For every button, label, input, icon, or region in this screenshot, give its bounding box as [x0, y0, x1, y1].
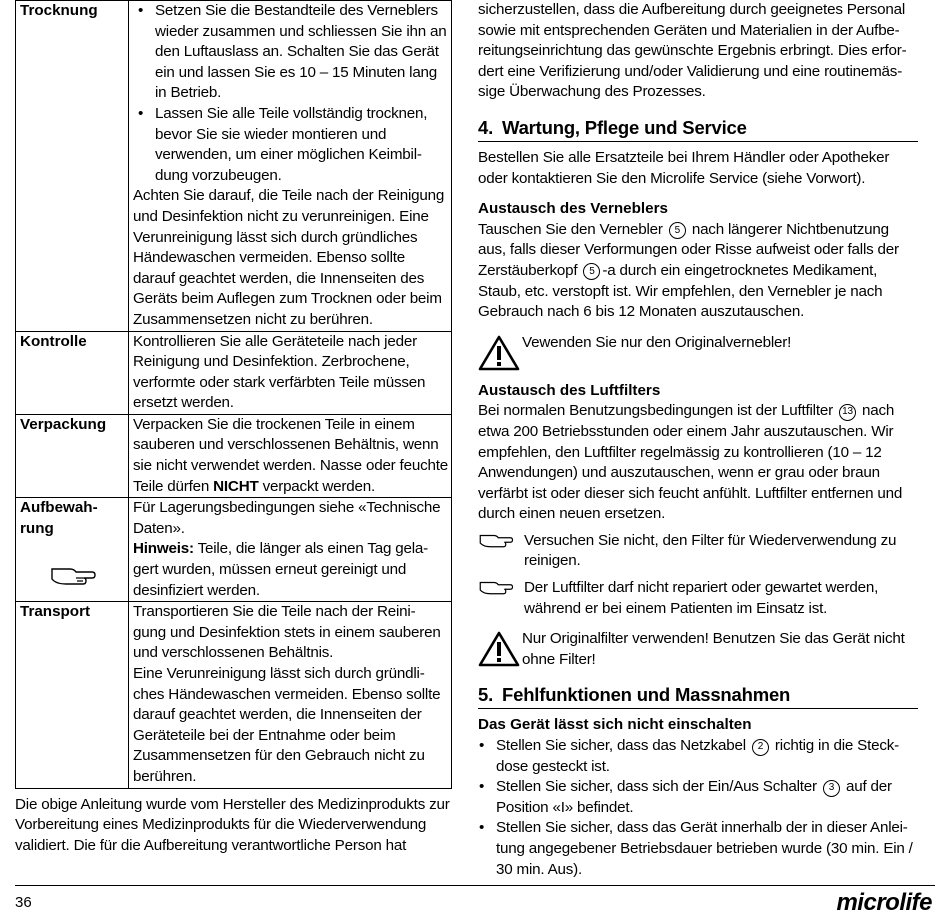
warning-text: Vewenden Sie nur den Originalvernebler!	[522, 333, 792, 351]
warning-text: Nur Originalfilter verwenden! Benutzen Sie das Gerät nicht ohne Filter!	[522, 630, 905, 668]
bullet-list	[133, 1, 448, 186]
brand-logo: microlife	[836, 889, 932, 916]
row-content	[129, 331, 452, 414]
hint-text	[133, 539, 448, 601]
text-part: -a durch ein eingetrocknetes Medikament, Staub, etc. verstopft ist. Wir empfehlen, den Vernebler je nach Gebrauch nach 6 bis 12 Monaten auszutauschen.	[478, 261, 883, 321]
row-text	[133, 415, 448, 497]
row-label: Transport	[16, 602, 129, 788]
text-part: Bei normalen Benutzungsbedingungen ist der Luftfilter	[478, 402, 838, 420]
row-text: Achten Sie darauf, die Teile nach der Reinigung und Desinfektion nicht zu verunreinigen. Eine Verunreinigung lässt sich durch gründliches Händewaschen vermeiden. Ebenso sollte darauf geachtet werden, die Innenseiten des Geräts beim Auflegen zum Trocknen oder beim Zusammensetzen nicht zu berühren.	[133, 187, 445, 328]
row-text: Transportieren Sie die Teile nach der Reini-gung und Desinfektion stets in einem sauberen und verschlossenen Behältnis.	[133, 603, 441, 662]
row-label-cell	[16, 498, 129, 602]
table-row	[16, 498, 452, 602]
right-column	[478, 0, 918, 880]
text-part: Stellen Sie sicher, dass sich der Ein/Aus Schalter	[496, 778, 821, 796]
section-title: Wartung, Pflege und Service	[502, 116, 747, 138]
hint-body: Teile, die länger als einen Tag gela-gert wurden, müssen erneut gereinigt und desinfiziert werden.	[133, 540, 429, 599]
continuation-paragraph: sicherzustellen, dass die Aufbereitung durch geeignetes Personal sowie mit entsprechenden Geräten und Materialien in der Aufbe-reitungseinrichtung das gewünschte Ergebnis erbringt. Dies erfor-dert eine Verifizierung und/oder Validierung und eine routinemäs-sige Überwachung des Prozesses.	[478, 1, 907, 101]
warning-triangle-icon	[478, 335, 520, 371]
row-text: Kontrollieren Sie alle Geräteteile nach jeder Reinigung und Desinfektion. Zerbrochene, verformte oder stark verfärbten Teile müssen ersetzt werden.	[133, 332, 426, 412]
subheading: Das Gerät lässt sich nicht einschalten	[478, 716, 752, 734]
emphasis-text: NICHT	[213, 477, 259, 495]
row-content	[129, 1, 452, 332]
text-part: nach längerer Nichtbenutzung aus, falls dieser Verformungen oder Risse aufweist oder falls der Zerstäuberkopf	[478, 220, 899, 279]
row-text-part: verpackt werden.	[258, 477, 376, 495]
row-label: Aufbewah-rung	[20, 499, 98, 537]
row-content	[129, 498, 452, 602]
note	[478, 531, 918, 572]
pointing-hand-icon	[20, 563, 125, 594]
text-part: auf der Position «I» befindet.	[496, 778, 892, 816]
part-reference: 5	[669, 222, 686, 239]
page-number: 36	[15, 894, 32, 911]
subheading: Austausch des Luftfilters	[478, 381, 661, 399]
row-content	[129, 414, 452, 497]
validation-paragraph: Die obige Anleitung wurde vom Hersteller des Medizinprodukts zur Vorbereitung eines Medizinprodukts für die Wiederverwendung validiert. Die für die Aufbereitung verantwortliche Person hat	[15, 795, 450, 854]
section-heading	[478, 117, 918, 142]
row-text: Eine Verunreinigung lässt sich durch gründli-ches Händewaschen vermeiden. Ebenso sollte darauf geachtet werden, die Innenseiten der Geräteteile bei der Entnahme oder beim Zusammensetzen für den Gebrauch nicht zu berühren.	[133, 665, 441, 785]
row-label: Kontrolle	[16, 331, 129, 414]
footer-divider	[15, 885, 935, 886]
list-item: • Lassen Sie alle Teile vollständig trocknen, bevor Sie sie wieder montieren und verwenden, um einer möglichen Keimbil-dung vorzubeugen.	[155, 104, 448, 186]
warning-triangle-icon	[478, 631, 520, 667]
part-reference: 5	[583, 263, 600, 280]
text-part: Stellen Sie sicher, dass das Netzkabel	[496, 737, 750, 755]
row-text: Für Lagerungsbedingungen siehe «Technische Daten».	[133, 499, 441, 537]
nebulizer-paragraph	[478, 220, 918, 323]
pointing-hand-icon	[478, 578, 524, 619]
list-item	[496, 777, 918, 818]
list-item	[496, 736, 918, 777]
table-row	[16, 602, 452, 788]
row-label: Verpackung	[16, 414, 129, 497]
part-reference: 2	[752, 739, 769, 756]
list-item: • Stellen Sie sicher, dass das Gerät innerhalb der in dieser Anlei-tung angegebener Betriebsdauer betrieben wurde (30 min. Ein / 30 min. Aus).	[496, 818, 918, 880]
section-intro: Bestellen Sie alle Ersatzteile bei Ihrem Händler oder Apotheker oder kontaktieren Sie den Microlife Service (siehe Vorwort).	[478, 148, 890, 187]
text-part: Tauschen Sie den Vernebler	[478, 220, 667, 238]
table-row	[16, 331, 452, 414]
section-heading	[478, 684, 918, 709]
troubleshooting-list	[478, 736, 918, 880]
section-number: 4.	[478, 116, 494, 138]
note-text: Der Luftfilter darf nicht repariert oder gewartet werden, während er bei einem Patienten im Einsatz ist.	[524, 579, 879, 617]
text-part: nach etwa 200 Betriebsstunden oder einem Jahr auszutauschen. Wir empfehlen, den Luftfilter regelmässig zu kontrollieren (10 – 12 Anwendungen) und auszutauschen, wenn er grau oder braun verfärbt ist oder dieser sich feucht anfühlt. Luftfilter entfernen und durch einen neuen ersetzen.	[478, 402, 903, 523]
pointing-hand-icon	[478, 531, 524, 572]
left-column	[15, 0, 452, 856]
section-number: 5.	[478, 684, 494, 706]
table-row	[16, 414, 452, 497]
list-item: • Setzen Sie die Bestandteile des Verneblers wieder zusammen und schliessen Sie ihn an den Luftauslass an. Schalten Sie das Gerät ein und lassen Sie es 10 – 15 Minuten lang in Betrieb.	[155, 1, 448, 104]
note	[478, 578, 918, 619]
filter-paragraph	[478, 401, 918, 525]
row-text-part: Verpacken Sie die trockenen Teile in einem sauberen und verschlossenen Behältnis, wenn sie nicht verwendet werden. Nasse oder feuchte Teile dürfen	[133, 415, 448, 495]
warning-note	[478, 629, 918, 670]
subheading: Austausch des Verneblers	[478, 200, 668, 218]
reprocessing-table	[15, 0, 452, 789]
part-reference: 13	[839, 404, 856, 421]
warning-note	[478, 333, 918, 371]
text-part: richtig in die Steck-dose gesteckt ist.	[496, 737, 900, 775]
section-title: Fehlfunktionen und Massnahmen	[502, 684, 791, 706]
hint-label: Hinweis:	[133, 540, 194, 558]
table-row	[16, 1, 452, 332]
row-label: Trocknung	[16, 1, 129, 332]
part-reference: 3	[823, 780, 840, 797]
note-text: Versuchen Sie nicht, den Filter für Wiederverwendung zu reinigen.	[524, 531, 897, 570]
row-content	[129, 602, 452, 788]
